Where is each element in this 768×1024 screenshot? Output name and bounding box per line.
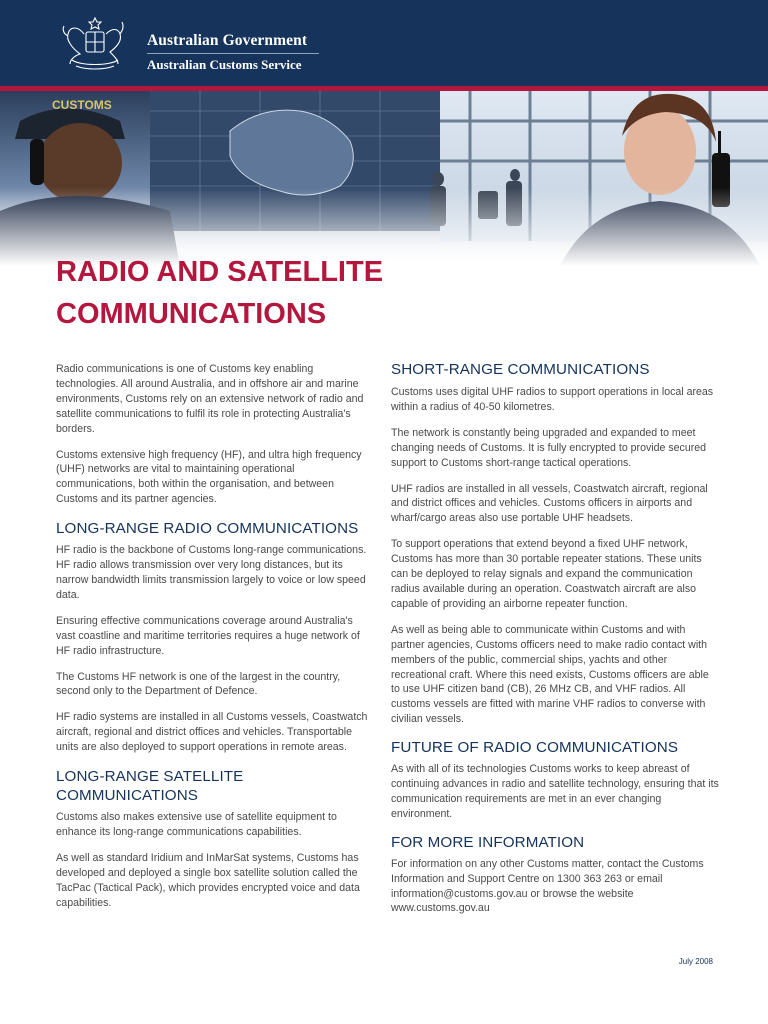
heading-long-range-satellite bbox=[56, 767, 374, 805]
more-information-paragraph: For information on any other Customs matter, contact the Customs Information and Support Centre on 1300 363 263 or email information@customs.gov.au or browse the website www.customs.gov.au bbox=[391, 857, 704, 915]
heading-long-range-radio: LONG-RANGE RADIO COMMUNICATIONS bbox=[56, 520, 359, 538]
heading-satellite-line-2: COMMUNICATIONS bbox=[56, 787, 199, 805]
title-line-1: RADIO AND SATELLITE bbox=[56, 256, 384, 288]
short-range-paragraph-5: As well as being able to communicate within Customs and with partner agencies, Customs officers need to make radio contact with members of the public, commercial ships, yachts and other recreational craft. Where this need exists, Customs officers are able to use UHF citizen band (CB), 26 MHz CB, and VHF radios. All customs vessels are fitted with marine VHF radios to converse with civilian vessels. bbox=[391, 623, 709, 726]
heading-more-information: FOR MORE INFORMATION bbox=[391, 833, 585, 851]
page-title bbox=[56, 251, 656, 335]
short-range-paragraph-2: The network is constantly being upgraded and expanded to meet changing needs of Customs. It is fully encrypted to provide secured support to Customs short-range tactical operations. bbox=[391, 426, 707, 469]
short-range-paragraph-4: To support operations that extend beyond a fixed UHF network, Customs has more than 30 portable repeater stations. These units can be deployed to relay signals and expand the communication radius available during an operation. Coastwatch aircraft are also capable of providing an airborne repeater function. bbox=[391, 538, 702, 610]
long-range-radio-paragraph-2: Ensuring effective communications coverage around Australia's vast coastline and maritime territories requires a huge network of HF radio infrastructure. bbox=[56, 614, 360, 657]
hero-photo bbox=[0, 91, 768, 266]
short-range-paragraph-3: UHF radios are installed in all vessels, Coastwatch aircraft, regional and district offices and vehicles. Customs officers in airports and wharf/cargo areas also use portable UHF headsets. bbox=[391, 482, 708, 525]
long-range-radio-paragraph-1: HF radio is the backbone of Customs long-range communications. HF radio allows transmission over very long distances, but its narrow bandwidth limits transmission largely to voice or low speed data. bbox=[56, 544, 367, 601]
title-line-2: COMMUNICATIONS bbox=[56, 298, 327, 330]
long-range-radio-paragraph-3: The Customs HF network is one of the largest in the country, second only to the Department of Defence. bbox=[56, 670, 341, 698]
intro-paragraph-1: Radio communications is one of Customs key enabling technologies. All around Australia, and in offshore air and marine environments, Customs rely on an extensive network of radio and satellite communications to fulfil its role in protecting Australia's borders. bbox=[56, 363, 364, 435]
future-paragraph-1: As with all of its technologies Customs works to keep abreast of continuing advances in radio and satellite technology, ensuring that its communication requirements are met in an ever changing environment. bbox=[391, 763, 719, 820]
agency-name: Australian Customs Service bbox=[147, 57, 302, 72]
satellite-paragraph-1: Customs also makes extensive use of satellite equipment to enhance its long-range communications capabilities. bbox=[56, 811, 337, 838]
long-range-radio-paragraph-4: HF radio systems are installed in all Customs vessels, Coastwatch aircraft, regional and district offices and vehicles. Transportable units are also deployed to support operations in remote areas. bbox=[56, 711, 368, 754]
heading-future-radio: FUTURE OF RADIO COMMUNICATIONS bbox=[391, 739, 679, 757]
heading-satellite-line-1: LONG-RANGE SATELLITE bbox=[56, 768, 244, 786]
header-bar bbox=[0, 0, 768, 86]
government-name: Australian Government bbox=[147, 32, 308, 49]
publication-date: July 2008 bbox=[678, 957, 713, 966]
heading-short-range: SHORT-RANGE COMMUNICATIONS bbox=[391, 361, 650, 378]
right-column bbox=[391, 360, 719, 927]
short-range-paragraph-1: Customs uses digital UHF radios to support operations in local areas within a radius of 40-50 kilometres. bbox=[391, 386, 714, 413]
satellite-paragraph-2: As well as standard Iridium and InMarSat systems, Customs has developed and deployed a single box satellite solution called the TacPac (Tactical Pack), which provides encrypted voice and data capabilities. bbox=[56, 851, 360, 909]
left-column bbox=[56, 362, 374, 921]
header-divider bbox=[147, 53, 319, 54]
intro-paragraph-2: Customs extensive high frequency (HF), and ultra high frequency (UHF) networks are vital to maintaining operational communications, both within the organisation, and between Customs and its partner agencies. bbox=[56, 448, 362, 506]
coat-of-arms-icon bbox=[54, 14, 136, 76]
